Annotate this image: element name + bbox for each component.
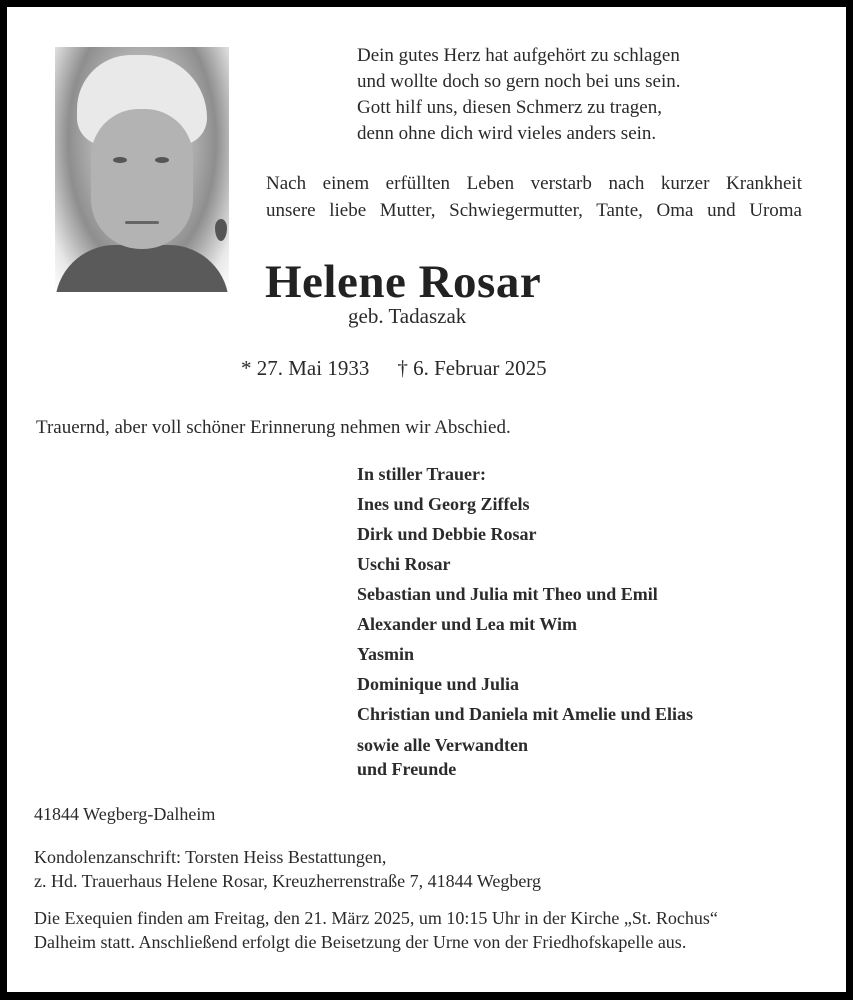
life-dates	[241, 356, 547, 381]
mourner: Yasmin	[357, 644, 415, 664]
intro-line: Nach einem erfüllten Leben verstarb nach kurzer Krankheit	[266, 173, 802, 194]
service-line: Die Exequien finden am Freitag, den 21. März 2025, um 10:15 Uhr in der Kirche „St. Rochus“	[34, 908, 718, 928]
mourners-closing: und Freunde	[357, 759, 457, 779]
mourner: Uschi Rosar	[357, 554, 451, 574]
photo-earring	[215, 219, 227, 241]
poem-line: und wollte doch so gern noch bei uns sein.	[357, 71, 681, 92]
mourner: Ines und Georg Ziffels	[357, 494, 530, 514]
condolence-address	[34, 845, 541, 893]
mourners-closing: sowie alle Verwandten	[357, 735, 528, 755]
service-line: Dalheim statt. Anschließend erfolgt die Beisetzung der Urne von der Friedhofskapelle aus.	[34, 932, 687, 952]
photo-clothing	[55, 245, 229, 292]
mourner: Sebastian und Julia mit Theo und Emil	[357, 584, 658, 604]
condolence-line: z. Hd. Trauerhaus Helene Rosar, Kreuzherrenstraße 7, 41844 Wegberg	[34, 871, 542, 891]
photo-eye	[113, 157, 127, 163]
condolence-line: Kondolenzanschrift: Torsten Heiss Bestattungen,	[34, 847, 387, 867]
maiden-name: geb. Tadaszak	[348, 304, 467, 328]
service-info	[34, 906, 718, 954]
mourners-heading: In stiller Trauer:	[357, 464, 486, 484]
mourner: Christian und Daniela mit Amelie und Elias	[357, 704, 694, 724]
deceased-name: Helene Rosar	[265, 256, 542, 308]
mourner: Dominique und Julia	[357, 674, 520, 694]
intro-text	[266, 170, 802, 224]
farewell-text: Trauernd, aber voll schöner Erinnerung nehmen wir Abschied.	[36, 417, 511, 438]
portrait-photo	[55, 47, 229, 292]
photo-mouth	[125, 221, 159, 224]
birth-date: * 27. Mai 1933	[241, 356, 370, 380]
poem-line: denn ohne dich wird vieles anders sein.	[357, 123, 657, 144]
mourner: Alexander und Lea mit Wim	[357, 614, 578, 634]
intro-line: unsere liebe Mutter, Schwiegermutter, Tante, Oma und Uroma	[266, 200, 802, 221]
poem	[357, 43, 680, 147]
mourner: Dirk und Debbie Rosar	[357, 524, 537, 544]
photo-face	[91, 109, 193, 249]
location: 41844 Wegberg-Dalheim	[34, 804, 216, 824]
obituary-notice	[7, 7, 846, 992]
mourners-list	[357, 459, 693, 781]
photo-eye	[155, 157, 169, 163]
poem-line: Gott hilf uns, diesen Schmerz zu tragen,	[357, 97, 662, 118]
death-date: † 6. Februar 2025	[397, 356, 547, 380]
poem-line: Dein gutes Herz hat aufgehört zu schlagen	[357, 45, 680, 66]
